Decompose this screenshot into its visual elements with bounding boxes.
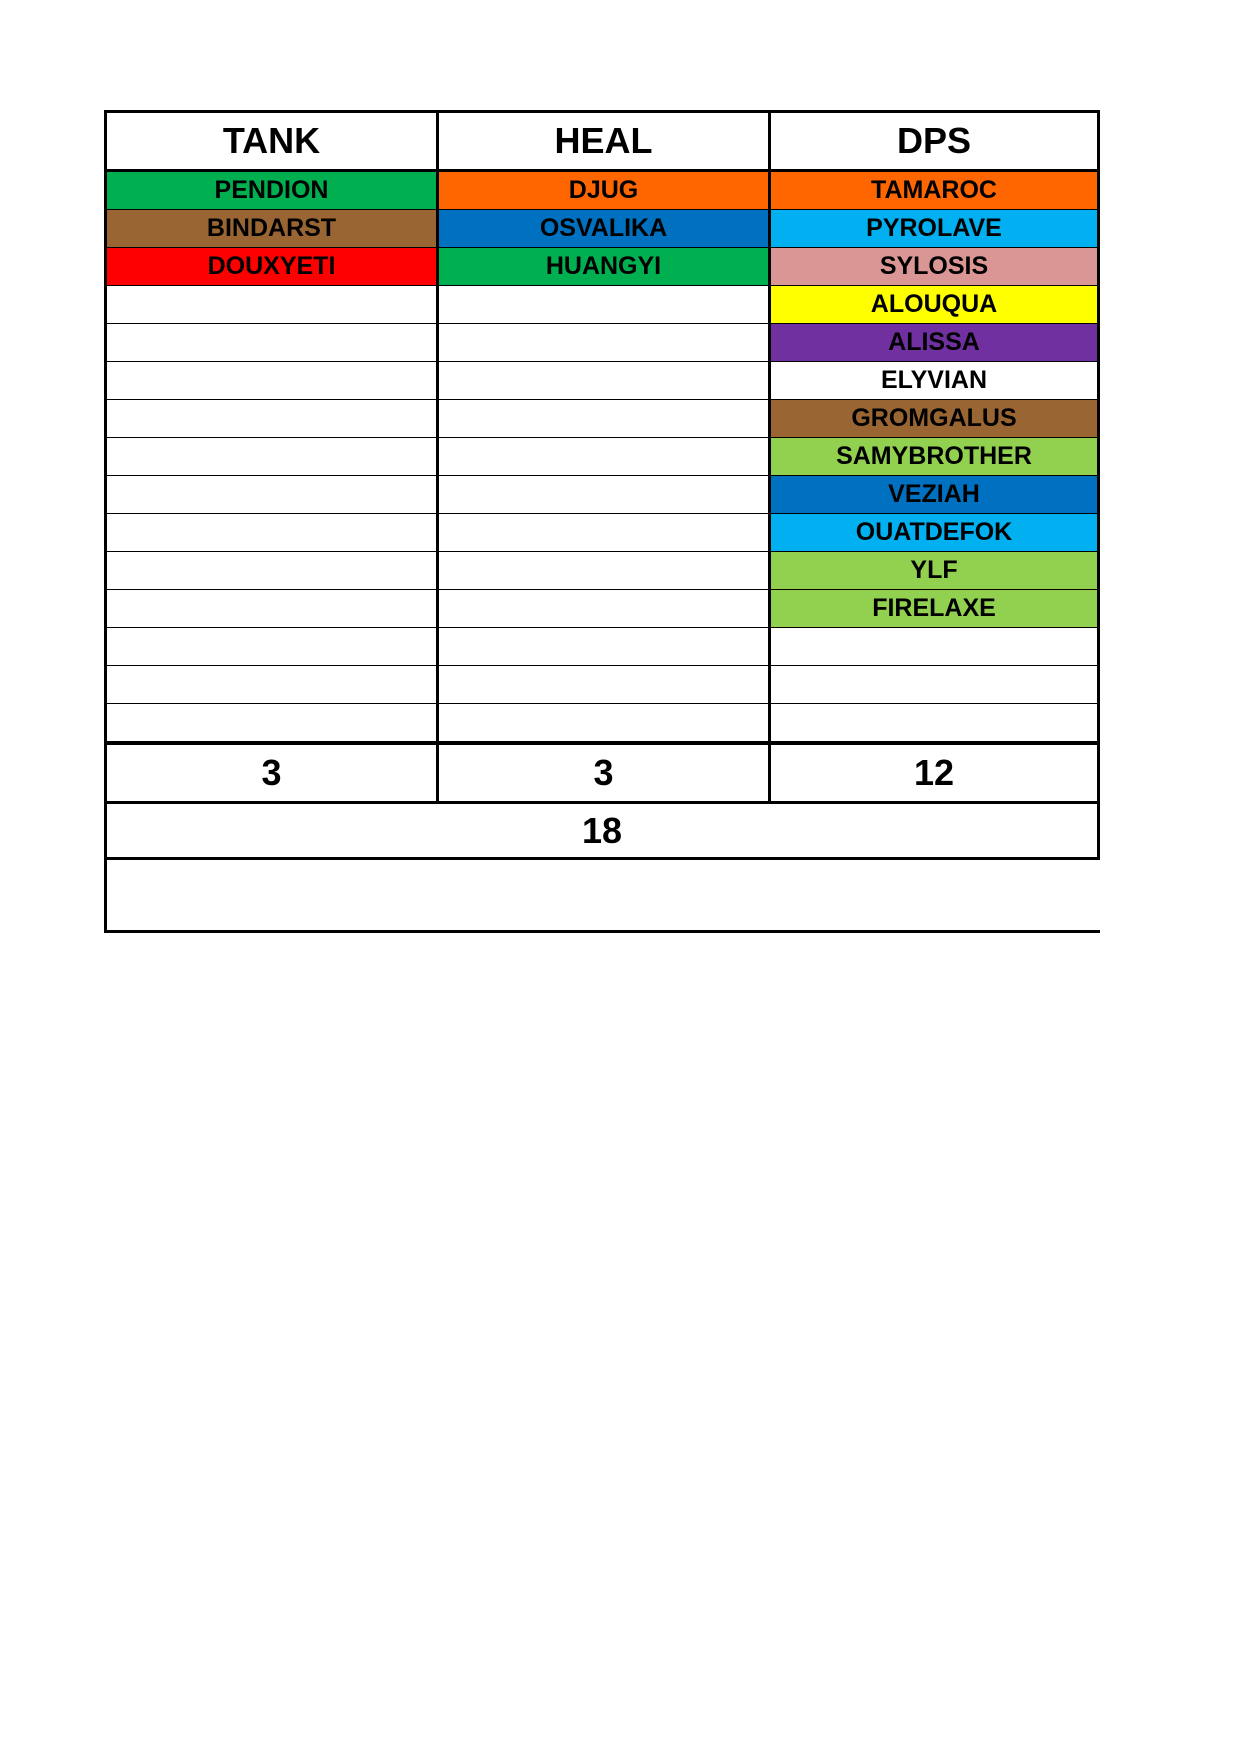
- table-row: [104, 286, 1100, 324]
- cell-dps: ALOUQUA: [768, 286, 1100, 324]
- header-heal: HEAL: [436, 113, 768, 169]
- cell-dps: ALISSA: [768, 324, 1100, 362]
- cell-dps: [768, 666, 1100, 704]
- table-row: [104, 248, 1100, 286]
- cell-tank: [104, 400, 436, 438]
- table-row: [104, 438, 1100, 476]
- table-row: [104, 552, 1100, 590]
- cell-tank: [104, 628, 436, 666]
- table-row: [104, 704, 1100, 742]
- cell-dps: GROMGALUS: [768, 400, 1100, 438]
- table-row: [104, 172, 1100, 210]
- cell-heal: [436, 552, 768, 590]
- cell-dps: [768, 628, 1100, 666]
- header-dps: DPS: [768, 113, 1100, 169]
- cell-heal: [436, 400, 768, 438]
- cell-tank: [104, 362, 436, 400]
- cell-dps: OUATDEFOK: [768, 514, 1100, 552]
- table-row: [104, 210, 1100, 248]
- table-row: [104, 400, 1100, 438]
- cell-tank: [104, 438, 436, 476]
- cell-tank: [104, 514, 436, 552]
- header-tank: TANK: [104, 113, 436, 169]
- cell-tank: [104, 324, 436, 362]
- cell-tank: PENDION: [104, 172, 436, 210]
- cell-dps: PYROLAVE: [768, 210, 1100, 248]
- total-dps: 12: [768, 745, 1100, 801]
- cell-heal: OSVALIKA: [436, 210, 768, 248]
- cell-dps: SAMYBROTHER: [768, 438, 1100, 476]
- cell-heal: [436, 324, 768, 362]
- cell-dps: [768, 704, 1100, 742]
- cell-dps: SYLOSIS: [768, 248, 1100, 286]
- cell-heal: [436, 514, 768, 552]
- roster-table: [104, 110, 1100, 933]
- cell-dps: ELYVIAN: [768, 362, 1100, 400]
- table-row: [104, 476, 1100, 514]
- cell-heal: [436, 286, 768, 324]
- cell-tank: [104, 666, 436, 704]
- table-row: [104, 514, 1100, 552]
- cell-dps: YLF: [768, 552, 1100, 590]
- table-row: [104, 628, 1100, 666]
- cell-dps: VEZIAH: [768, 476, 1100, 514]
- table-row: [104, 362, 1100, 400]
- cell-heal: HUANGYI: [436, 248, 768, 286]
- total-heal: 3: [436, 745, 768, 801]
- cell-heal: [436, 362, 768, 400]
- totals-row: [104, 742, 1100, 804]
- cell-heal: [436, 476, 768, 514]
- cell-heal: [436, 666, 768, 704]
- grand-total: 18: [104, 804, 1100, 860]
- header-row: [104, 110, 1100, 172]
- total-tank: 3: [104, 745, 436, 801]
- cell-heal: [436, 438, 768, 476]
- cell-dps: FIRELAXE: [768, 590, 1100, 628]
- cell-heal: [436, 628, 768, 666]
- table-row: [104, 666, 1100, 704]
- cell-tank: [104, 286, 436, 324]
- cell-tank: [104, 704, 436, 742]
- cell-tank: [104, 590, 436, 628]
- table-row: [104, 324, 1100, 362]
- cell-heal: DJUG: [436, 172, 768, 210]
- cell-heal: [436, 590, 768, 628]
- table-body: [104, 172, 1100, 742]
- cell-heal: [436, 704, 768, 742]
- table-row: [104, 590, 1100, 628]
- cell-tank: DOUXYETI: [104, 248, 436, 286]
- cell-tank: [104, 476, 436, 514]
- blank-footer-row: [104, 860, 1100, 933]
- cell-tank: [104, 552, 436, 590]
- cell-dps: TAMAROC: [768, 172, 1100, 210]
- cell-tank: BINDARST: [104, 210, 436, 248]
